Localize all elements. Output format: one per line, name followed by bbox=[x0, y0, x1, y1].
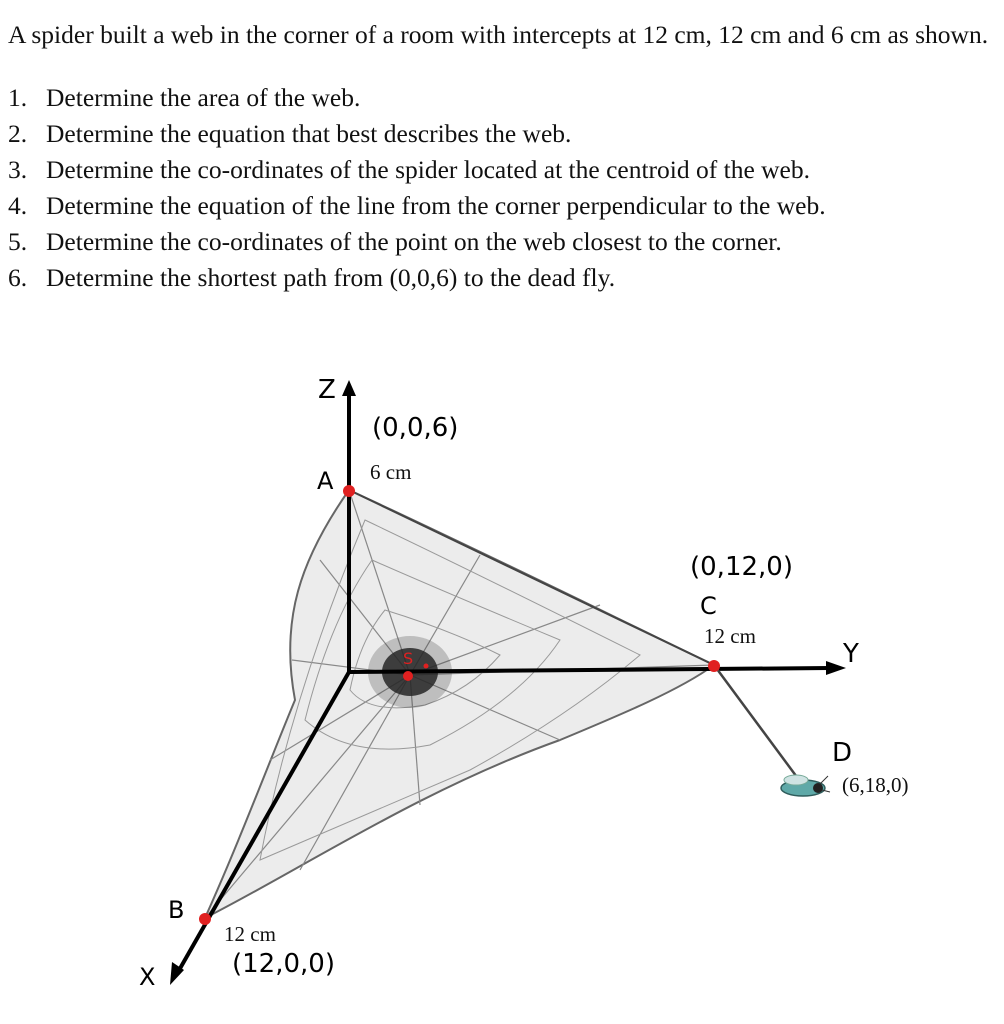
x-axis-label: X bbox=[139, 963, 156, 991]
task-number: 2. bbox=[8, 119, 28, 148]
task-text: Determine the area of the web. bbox=[46, 83, 361, 112]
task-item bbox=[8, 117, 998, 153]
spider-web-diagram bbox=[0, 360, 1004, 1024]
task-item bbox=[8, 189, 998, 225]
point-b-intercept: 12 cm bbox=[224, 922, 276, 946]
point-c bbox=[708, 660, 720, 672]
spider-point bbox=[403, 671, 413, 681]
task-text: Determine the co-ordinates of the spider located at the centroid of the web. bbox=[46, 155, 810, 184]
task-text: Determine the equation that best describes the web. bbox=[46, 119, 572, 148]
point-b-coords: (12,0,0) bbox=[232, 949, 335, 979]
spider-label: S bbox=[403, 649, 414, 668]
point-a bbox=[343, 485, 355, 497]
task-number: 3. bbox=[8, 155, 28, 184]
point-a-label: A bbox=[317, 467, 334, 495]
z-axis-label: Z bbox=[318, 375, 336, 405]
z-arrow-icon bbox=[342, 380, 356, 396]
task-text: Determine the equation of the line from the corner perpendicular to the web. bbox=[46, 191, 826, 220]
problem-text bbox=[8, 18, 998, 297]
point-c-coords: (0,12,0) bbox=[690, 552, 793, 582]
point-b-label: B bbox=[168, 896, 185, 924]
y-axis-label: Y bbox=[843, 639, 859, 669]
task-number: 4. bbox=[8, 191, 28, 220]
task-text: Determine the co-ordinates of the point on the web closest to the corner. bbox=[46, 227, 782, 256]
task-item bbox=[8, 261, 998, 297]
point-a-intercept: 6 cm bbox=[370, 460, 412, 484]
point-d-label: D bbox=[832, 738, 853, 768]
fly-icon bbox=[781, 775, 830, 796]
point-a-coords: (0,0,6) bbox=[372, 413, 459, 443]
task-number: 5. bbox=[8, 227, 28, 256]
task-item bbox=[8, 225, 998, 261]
task-list bbox=[8, 81, 998, 297]
spider-dot bbox=[424, 664, 429, 669]
point-c-label: C bbox=[700, 592, 717, 620]
problem-intro: A spider built a web in the corner of a room with intercepts at 12 cm, 12 cm and 6 cm as shown. bbox=[8, 20, 989, 49]
path-cd bbox=[714, 665, 805, 788]
point-d-coords: (6,18,0) bbox=[842, 773, 909, 797]
spider-web bbox=[205, 490, 714, 918]
task-number: 1. bbox=[8, 83, 28, 112]
task-number: 6. bbox=[8, 263, 28, 292]
point-c-intercept: 12 cm bbox=[704, 624, 756, 648]
task-text: Determine the shortest path from (0,0,6) to the dead fly. bbox=[46, 263, 616, 292]
task-item bbox=[8, 153, 998, 189]
task-item bbox=[8, 81, 998, 117]
point-b bbox=[199, 913, 211, 925]
